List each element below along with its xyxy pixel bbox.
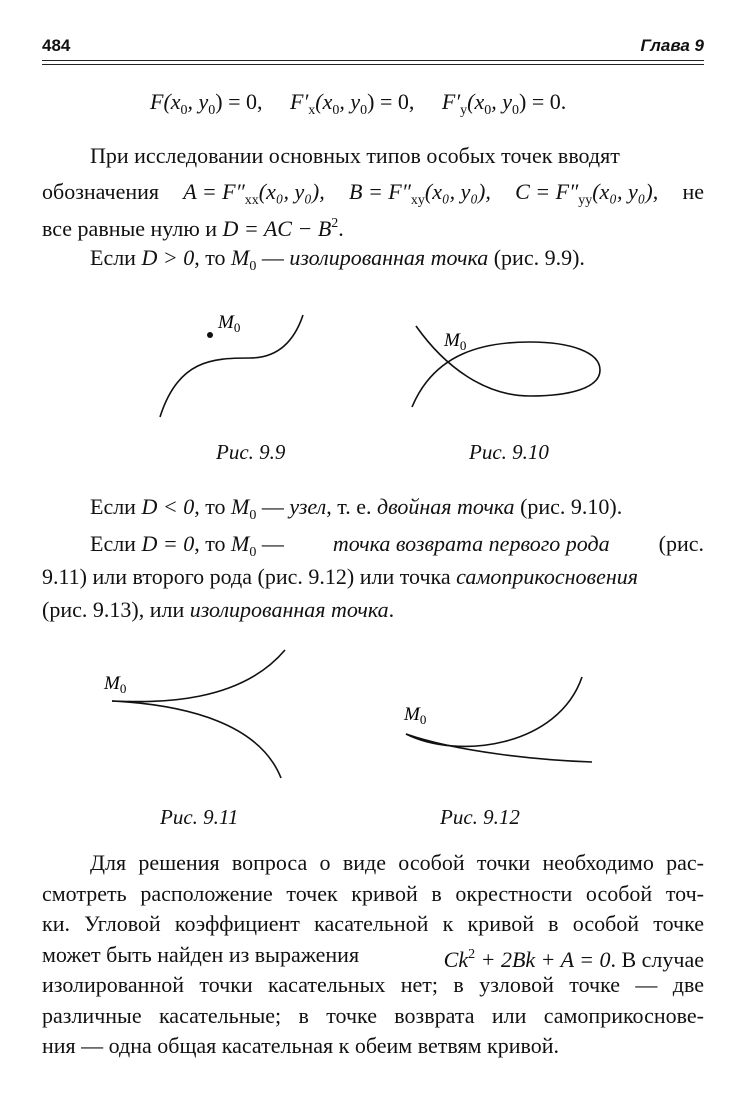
- para4-line1: Если D = 0, то $M_0$ — точка возврата первого рода (рис.: [90, 531, 704, 560]
- chapter-title: Глава 9: [640, 36, 704, 55]
- upper-branch: [406, 677, 582, 746]
- caption-fig-9-11: Рис. 9.11: [160, 805, 239, 829]
- para1-line2: обозначения $A = F''_{xx}(x_0$, y₀), $B = F''_{xy}(x_0$, y₀), $C = F''_{yy}(x_0$, y₀), не: [42, 179, 704, 208]
- formula-conditions: $F(x_0$, $y_0) = 0$, $F'_x(x_0$, $y_0) = 0$, $F'_y(x_0$, $y_0) = 0$.: [150, 89, 567, 118]
- loop-curve: [412, 326, 600, 407]
- upper-branch: [112, 650, 285, 702]
- caption-fig-9-9: Рис. 9.9: [216, 440, 286, 464]
- header-rule: [42, 60, 704, 61]
- para5-line5: изолированной точки касательных нет; в узловой точке — две: [42, 972, 704, 997]
- para5-line3: ки. Угловой коэффициент касательной к кривой в особой точке: [42, 911, 704, 936]
- label-m0: $M_0$: [218, 312, 241, 335]
- para2: Если D > 0, то $M_0$ — изолированная точка (рис. 9.9).: [90, 245, 585, 274]
- para1-line3: все равные нулю и D = AC − $B^2$.: [42, 216, 344, 241]
- label-m0: $M_0$: [104, 673, 127, 696]
- figure-9-10: [400, 312, 610, 412]
- page-header: [42, 36, 704, 62]
- para1-line1: При исследовании основных типов особых точек вводят: [90, 143, 620, 168]
- figure-9-11: [100, 645, 300, 785]
- figure-9-12: [398, 672, 598, 772]
- label-m0: $M_0$: [404, 704, 427, 727]
- isolated-point: [207, 332, 213, 338]
- para4-line3: (рис. 9.13), или изолированная точка.: [42, 597, 395, 622]
- para5-line2: смотреть расположение точек кривой в окрестности особой точ-: [42, 880, 704, 906]
- para5-line1: Для решения вопроса о виде особой точки необходимо рас-: [90, 850, 704, 875]
- para5-line7: ния — одна общая касательная к обеим ветвям кривой.: [42, 1033, 559, 1058]
- page-number: 484: [42, 36, 71, 55]
- caption-fig-9-12: Рис. 9.12: [440, 805, 520, 829]
- para4-line2: 9.11) или второго рода (рис. 9.12) или точка самоприкосновения: [42, 564, 638, 589]
- lower-branch: [406, 734, 592, 762]
- para5: [42, 848, 704, 1062]
- figure-9-9: [150, 300, 320, 425]
- caption-fig-9-10: Рис. 9.10: [469, 440, 549, 464]
- label-m0: $M_0$: [444, 330, 467, 353]
- lower-branch: [112, 701, 281, 778]
- header-rule-thin: [42, 64, 704, 65]
- para5-line6: различные касательные; в точке возврата или самоприкоснове-: [42, 1002, 704, 1028]
- para3: Если D < 0, то $M_0$ — узел, т. е. двойная точка (рис. 9.10).: [90, 494, 623, 523]
- para5-line4: может быть найден из выражения Ck$^2$ + 2Bk + A = 0. В случае: [42, 941, 704, 972]
